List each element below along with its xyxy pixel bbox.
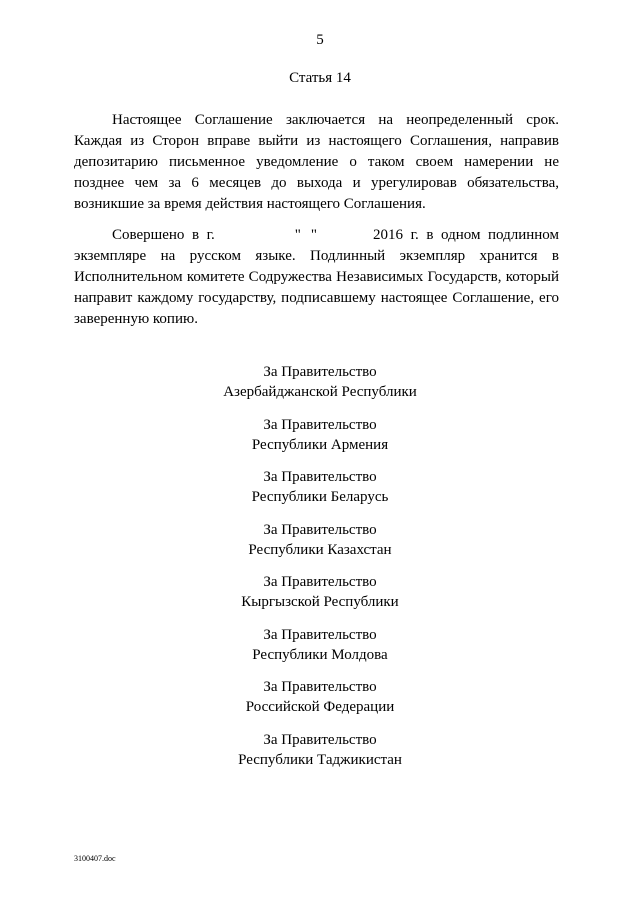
signature-heading: За Правительство [263, 521, 377, 538]
signature-blocks [0, 362, 640, 782]
signature-heading: За Правительство [263, 731, 377, 748]
signature-country: Республики Молдова [252, 646, 388, 663]
signature-heading: За Правительство [263, 574, 377, 590]
execution-details-text: 2016 г. в одном подлинном экземпляре на русском языке. Подлинный экземпляр хранится в Исполнительном комитете Содружества Независимых Государств, который направит каждому государству, подписавшему настоящее Соглашение, его заверенную копию. [74, 227, 559, 327]
document-filename: 3100407.doc [74, 854, 116, 863]
signature-heading: За Правительство [263, 469, 377, 485]
signature-block [0, 677, 640, 730]
signature-block [0, 572, 640, 625]
signature-block [0, 730, 640, 783]
signature-country: Республики Беларусь [251, 489, 389, 505]
signature-block [0, 362, 640, 415]
signature-block [0, 520, 640, 573]
signature-heading: За Правительство [263, 626, 377, 643]
execution-place-text: Совершено в г. [112, 227, 215, 243]
signature-country: Республики Казахстан [248, 541, 392, 558]
signature-country: Азербайджанской Республики [223, 384, 417, 400]
signature-country: Кыргызской Республики [241, 594, 399, 610]
signature-block [0, 467, 640, 520]
article-title: Статья 14 [289, 70, 351, 86]
page-number: 5 [316, 32, 324, 48]
signature-heading: За Правительство [263, 364, 377, 380]
signature-heading: За Правительство [263, 679, 377, 695]
signature-block [0, 415, 640, 468]
signature-heading: За Правительство [263, 416, 377, 433]
date-quote-close: " [310, 227, 318, 243]
article-paragraph-term: Настоящее Соглашение заключается на неопределенный срок. Каждая из Сторон вправе выйти из настоящего Соглашения, направив депозитарию письменное уведомление о таком своем намерении не позднее чем за 6 месяцев до выхода и урегулировав обязательства, возникшие за время действия настоящего Соглашения. [74, 112, 559, 212]
signature-block [0, 625, 640, 678]
signature-country: Российской Федерации [245, 699, 395, 715]
signature-country: Республики Таджикистан [238, 751, 402, 768]
date-quote-open: " [294, 227, 301, 243]
article-paragraph-execution [74, 225, 559, 330]
signature-country: Республики Армения [251, 436, 389, 453]
